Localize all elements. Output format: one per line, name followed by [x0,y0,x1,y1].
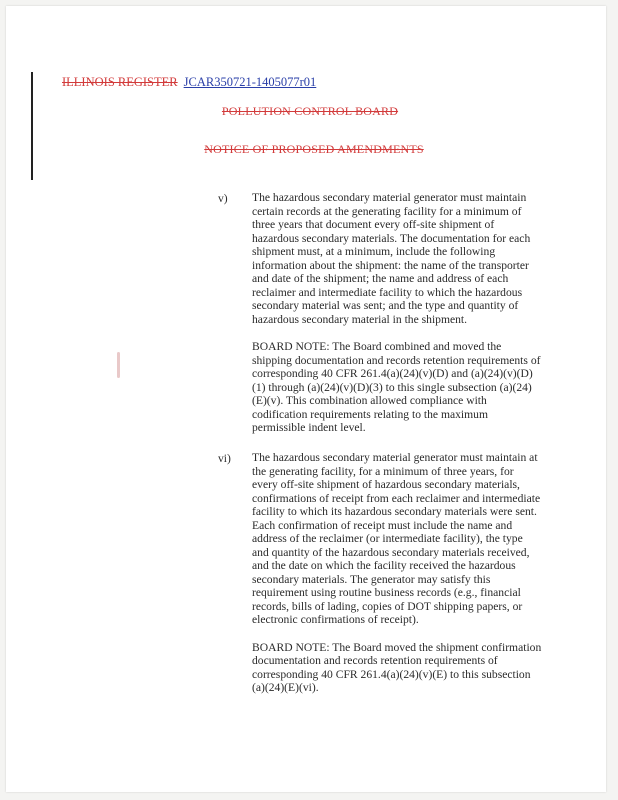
board-name: POLLUTION CONTROL BOARD [221,104,399,118]
document-page [6,6,606,792]
item-vi [252,451,542,695]
register-header [62,75,316,90]
item-marker-v: v) [218,192,228,205]
item-v-text: The hazardous secondary material generator must maintain certain records at the generating facility for a minimum of three years that document every off-site shipment of hazardous secondary materials. The documentation for each shipment must, at a minimum, include the following information about the shipment: the name of the transporter and date of the shipment; the name and address of each reclaimer and intermediate facility to which the hazardous secondary material was sent; and the type and quantity of hazardous secondary material in the shipment. [252,191,531,326]
item-vi-text: The hazardous secondary material generator must maintain at the generating facility, for a minimum of three years, for every off-site shipment of hazardous secondary materials, confirmations of receipt from each reclaimer and intermediate facility to which its hazardous secondary materials were sent. Each confirmation of receipt must include the name and address of the reclaimer (or intermediate facility), the type and quantity of the hazardous secondary materials received, and the date on which the facility received the hazardous secondary materials. The generator may satisfy this requirement using routine business records (e.g., financial records, bills of lading, copies of DOT shipping papers, or electronic confirmations of receipt). [252,451,541,626]
item-v-board-note: BOARD NOTE: The Board combined and moved the shipping documentation and records retention requirements of corresponding 40 CFR 261.4(a)(24)(v)(D) and (a)(24)(v)(D)(1) through (a)(24)(v)(D)(3) to this single subsection (a)(24)(E)(v). This combination allowed compliance with codification requirements relating to the maximum permissible indent level. [252,340,541,434]
item-v [252,191,542,435]
jcar-code-inserted: JCAR350721-1405077r01 [183,75,317,89]
revision-change-bar [31,72,33,180]
notice-title: NOTICE OF PROPOSED AMENDMENTS [204,142,424,156]
register-label-deleted: ILLINOIS REGISTER [62,75,178,89]
item-vi-board-note: BOARD NOTE: The Board moved the shipment confirmation documentation and records retention requirements of corresponding 40 CFR 261.4(a)(24)(v)(E) to this subsection (a)(24)(E)(vi). [252,640,542,694]
item-marker-vi: vi) [218,452,231,465]
scan-artifact-mark [117,352,120,378]
